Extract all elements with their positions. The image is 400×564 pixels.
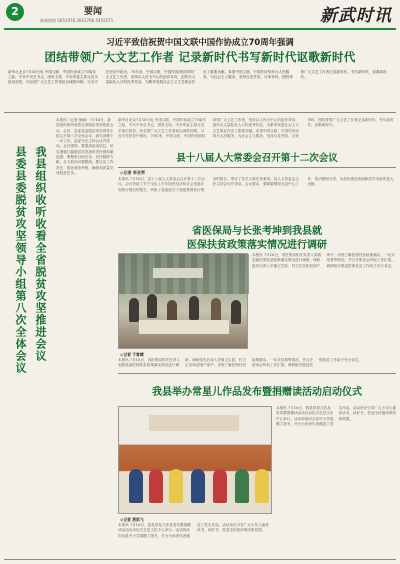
- kids-body-left: 本报讯 7月16日，我县常星儿作品发布暨捐赠读活动启动仪式在县文化中心举行。活动现场向全县中小学捐赠了图书，并为小读者代表赠送了签名作品。活动旨在引导广大少年儿童爱读书、读好书，营造全民阅读的浓厚氛围。: [118, 523, 269, 538]
- lead-article-body: 新华社北京7月16日电 中国文联、中国作协成立70周年之际，中共中央总书记、国家主席、中央军委主席习近平致信祝贺，向全国广大文艺工作者致以诚挚问候。习近平在贺信中指出，70年来，中国文联、中国作协团结带领广大文艺工作者，坚持以人民为中心的创作导向，创作出大量脍炙人口的优秀作品，为繁荣发展社会主义文艺事业作出了重要贡献。希望中国文联、中国作协坚持为人民服务、为社会主义服务，坚持百花齐放、百家争鸣，团结带领广大文艺工作者记录新时代、书写新时代、讴歌新时代。: [8, 70, 387, 85]
- vertical-headline-2: 我县组织收听收看全省脱贫攻坚推进会议: [34, 146, 47, 362]
- issue-line: 新闻热线 5651978 3661766 5455571: [40, 18, 114, 23]
- medical-headline-line1: 省医保局与长张考坤到我县就: [192, 226, 322, 237]
- kids-body-right: 本报讯 7月16日，我县常星儿作品发布暨捐赠读活动启动仪式在县文化中心举行。活动现场向全县中小学捐赠了图书，并为小读者代表赠送了签名作品。活动旨在引导广大少年儿童爱读书、读好书，营造全民阅读的浓厚氛围。: [276, 406, 396, 426]
- section-label: 要闻: [84, 7, 103, 17]
- header-rule: [4, 28, 396, 30]
- kids-section-rule: [118, 373, 396, 374]
- vertical-headline-block: [6, 114, 54, 384]
- county-congress-byline: ◎记者 李亚荣: [120, 170, 145, 175]
- page-number-badge: 2: [6, 3, 24, 21]
- page-header: [0, 0, 400, 30]
- vertical-headline-1: 县委县委脱贫攻坚领导小组第八次全体会议: [14, 146, 27, 374]
- county-congress-rule: [118, 167, 396, 168]
- county-congress-headline: 县十八届人大常委会召开第十二次会议: [176, 153, 338, 164]
- medical-headline-line2: 医保扶贫政策落实情况进行调研: [187, 240, 327, 251]
- kids-photo-caption: ◎记者 燕雨飞: [120, 517, 144, 522]
- kids-photo: [118, 406, 272, 514]
- medical-body-left: 本报讯 7月16日，省医保局相关负责人到我县就医保扶贫政策落实情况进行调研。调研组先后深入乡镇卫生院、村卫生室和贫困户家中，详细了解医保扶贫政策落实、一站式结算等情况，并召开座谈会听取工作汇报。调研组对我县医保扶贫工作给予充分肯定。: [118, 358, 363, 368]
- kids-headline: 我县举办常星儿作品发布暨捐赠读活动启动仪式: [152, 387, 362, 398]
- medical-photo: [118, 253, 248, 349]
- section-divider: [4, 112, 396, 113]
- medical-body-right: 本报讯 7月16日，省医保局相关负责人到我县就医保扶贫政策落实情况进行调研。调研组先后深入乡镇卫生院、村卫生室和贫困户家中，详细了解医保扶贫政策落实、一站式结算等情况，并召开座谈会听取工作汇报。调研组对我县医保扶贫工作给予充分肯定。: [252, 253, 395, 268]
- county-congress-body: 本报讯 7月16日，县十八届人大常委会召开第十二次会议。会议听取了关于全县上半年国民经济和社会发展计划执行情况的报告，听取了县政府关于县级预算执行情况的报告，审议了有关人事任免事项。县人大常委会主任主持会议并讲话。会议要求，要紧紧围绕全县中心工作，依法履职尽责，为加快建设美丽新武作出新的更大贡献。: [118, 177, 394, 192]
- lead-kicker: 习近平致信祝贺中国文联中国作协成立70周年强调: [106, 37, 294, 47]
- medical-photo-caption: ◎记者 于雪晴: [120, 352, 144, 357]
- top-right-text: 新华社北京7月16日电 中国文联、中国作协成立70周年之际，中共中央总书记、国家主席、中央军委主席习近平致信祝贺，向全国广大文艺工作者致以诚挚问候。习近平在贺信中指出，70年来，中国文联、中国作协团结带领广大文艺工作者，坚持以人民为中心的创作导向，创作出大量脍炙人口的优秀作品，为繁荣发展社会主义文艺事业作出了重要贡献。希望中国文联、中国作协坚持为人民服务、为社会主义服务，坚持百花齐放、百家争鸣，团结带领广大文艺工作者记录新时代、书写新时代、讴歌新时代。: [118, 118, 394, 138]
- lead-headline: 团结带领广大文艺工作者 记录新时代书写新时代讴歌新时代: [44, 50, 356, 64]
- bottom-rule: [4, 559, 396, 560]
- left-column-text: 本报讯（记者 徐晓）7月16日，我县组织收听收看全省脱贫攻坚推进会议。会后，县委县委脱贫攻坚领导小组召开第八次全体会议，研究部署下一步工作。县委书记主持会议并讲话。会议强调，要提高政治站位，切实增强打赢脱贫攻坚战的责任感和紧迫感；要聚焦目标任务，坚持精准方略，全力抓好问题整改；要压实工作责任，强化督查考核，确保高质量完成脱贫任务。: [56, 118, 114, 175]
- masthead: 新武时讯: [320, 6, 392, 26]
